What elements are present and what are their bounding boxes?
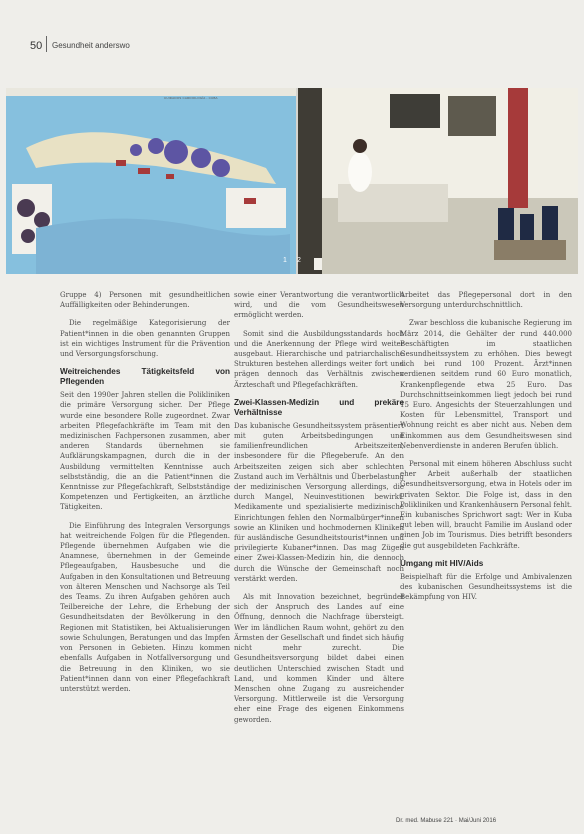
header-rule	[46, 36, 47, 52]
text-column-3	[400, 290, 572, 610]
paragraph: Beispielhaft für die Erfolge und Ambivalenzen des kubanischen Gesundheitssystems ist die Bekämpfung von HIV.	[400, 572, 572, 602]
text-column-1	[60, 290, 230, 702]
paragraph: Personal mit einem höheren Abschluss sucht eher Arbeit außerhalb der staatlichen Gesundheitsversorgung, etwa in Hotels oder im privaten Sektor. Die Folge ist, dass in den Polikliniken und Krankenhäusern Personal fehlt. Ein kubanisches Sprichwort sagt: Wer in Kuba gut leben will, braucht Familie im Ausland oder einen Job im Tourismus. Dies betrifft besonders die gut ausgebildeten Fachkräfte.	[400, 460, 572, 550]
page-number: 50	[30, 40, 43, 52]
figure-number-2: 2	[297, 257, 301, 264]
figure-number-1: 1	[283, 257, 287, 264]
paragraph: Zwar beschloss die kubanische Regierung im März 2014, die Gehälter der rund 440.000 Beschäftigten im staatlichen Gesundheitssystem zu erhöhen. Dies bewegt sich bei rund 100 Prozent. Ärzt*innen verdienen seitdem rund 60 Euro monatlich, Krankenpflegende etwa 25 Euro. Das Durchschnittseinkommen liegt jedoch bei rund 15 Euro. Angesichts der Steuerzahlungen und Kosten für Lebensmittel, Transport und Wohnung reicht es aber nicht aus. Neben dem Einkommen aus dem Gesundheitswesen sind Nebenverdienste in anderen Berufen üblich.	[400, 319, 572, 450]
paragraph: Seit den 1990er Jahren stellen die Polikliniken die primäre Versorgung sicher. Der Pflege wurde eine besondere Rolle zugeordnet. Zwar arbeiten Pflegefachkräfte im Team mit den medizinischen Fachpersonen zusammen, aber anderen Standards übernehmen sie Aufklärungskampagnen, durch die in der Ausbildung vermittelten Kenntnisse auch selbstständig, die an die Patient*innen die Kenntnisse zur Pflegefachkraft, Selbstständige Kompetenzen und Fertigkeiten, an ärztliche Tätigkeiten.	[60, 391, 230, 512]
clinic-room-graphic	[298, 88, 578, 274]
paragraph: Arbeitet das Pflegepersonal dort in den Versorgung unterdurchschnittlich.	[400, 291, 572, 310]
paragraph: Als mit Innovation bezeichnet, begründet sich der Anspruch des Landes auf eine Öffnung, dennoch die Nachfrage übersteigt. Wer im ländlichen Raum wohnt, gehört zu den Ärmsten der Gesellschaft und findet sich häufig nicht mehr zurecht. Die Gesundheitsversorgung bildet dabei einen deutlichen Unterschied zwischen Stadt und Land, und kommen Kinder und ältere Menschen ohne Zugang zu ausreichender Versorgung. Mittlerweile ist die Versorgung eher eine Frage des eigenen Einkommens geworden.	[234, 593, 404, 724]
map-photo	[6, 88, 296, 274]
map-title: CUIDADOS CARDIOLOGÍA - CUBA	[164, 96, 218, 100]
subheading: Weitreichendes Tätigkeitsfeld von Pflegenden	[60, 367, 230, 387]
paragraph: Das kubanische Gesundheitssystem präsentiert mit guten Arbeitsbedingungen und familienfreundlichen Arbeitszeiten, insbesondere für die Pflegeberufe. An den Arbeitszeiten zeigen sich aber schlechten Zustand auch im Verhältnis und Überbelastung der medizinischen Versorgung allerdings, die durch Mangel, Neuinvestitionen bewirkt. Medikamente und spezialisierte medizinische Einrichtungen fehlen den Normalbürger*innen sowie an Kliniken und hochmodernen Kliniken für ausländische Gesundheitstourist*innen und privilegierte Kubaner*innen. Das mag Zügen einer Zwei-Klassen-Medizin hin, die dennoch durch die Wünsche der Gemeinschaft noch verstärkt werden.	[234, 421, 404, 583]
photo-collage	[6, 88, 578, 274]
subheading: Umgang mit HIV/Aids	[400, 558, 484, 568]
paragraph: Die regelmäßige Kategorisierung der Patient*innen in die oben genannten Gruppen ist ein wichtiges Instrument für die Prävention und Versorgungsforschung.	[60, 319, 230, 359]
clinic-photo	[298, 88, 578, 274]
subheading: Zwei-Klassen-Medizin und prekäre Verhältnisse	[234, 397, 404, 417]
cuba-map-graphic	[6, 88, 296, 274]
text-column-2	[234, 290, 404, 733]
paragraph: Somit sind die Ausbildungsstandards hoch und die Anerkennung der Pflege wird weiter ausgebaut. Hierarchische und patriarchalische Strukturen bestehen allerdings weiter fort und prägen dennoch das Verhältnis zwischen Ärzteschaft und Pflegefachkräften.	[234, 329, 404, 389]
paragraph: Die Einführung des Integralen Versorgungs hat weitreichende Folgen für die Pflegenden. Pflegende übernehmen Aufgaben wie die Anamnese, übernehmen in der Gemeinde Pflegeaufgaben, Hausbesuche und die Aufgaben in den Konsultationen und Betreuung von älteren Menschen und Nachsorge als Teil des Teams. Zu ihren Aufgaben gehören auch Teilbereiche der Lehre, die Erhebung der Gesundheitsdaten der Bevölkerung in den Regionen mit Statistiken, bei Aktualisierungen sowie Schulungen, Beratungen und das Impfen von Personen in Gebieten. Hinzu kommen ebenfalls Aufgaben in Notfallversorgung und die Betreuung in den Kliniken, wo sie Patient*innen dann von einer Pflegefachkraft unterstützt werden.	[60, 521, 230, 693]
paragraph: Gruppe 4) Personen mit gesundheitlichen Auffälligkeiten oder Behinderungen.	[60, 291, 230, 310]
journal-footer: Dr. med. Mabuse 221 · Mai/Juni 2016	[396, 818, 497, 824]
section-title: Gesundheit anderswo	[52, 41, 130, 50]
paragraph: sowie einer Verantwortung die verantwortlich wird, und die vom Gesundheitswesen ermöglicht werden.	[234, 291, 404, 320]
